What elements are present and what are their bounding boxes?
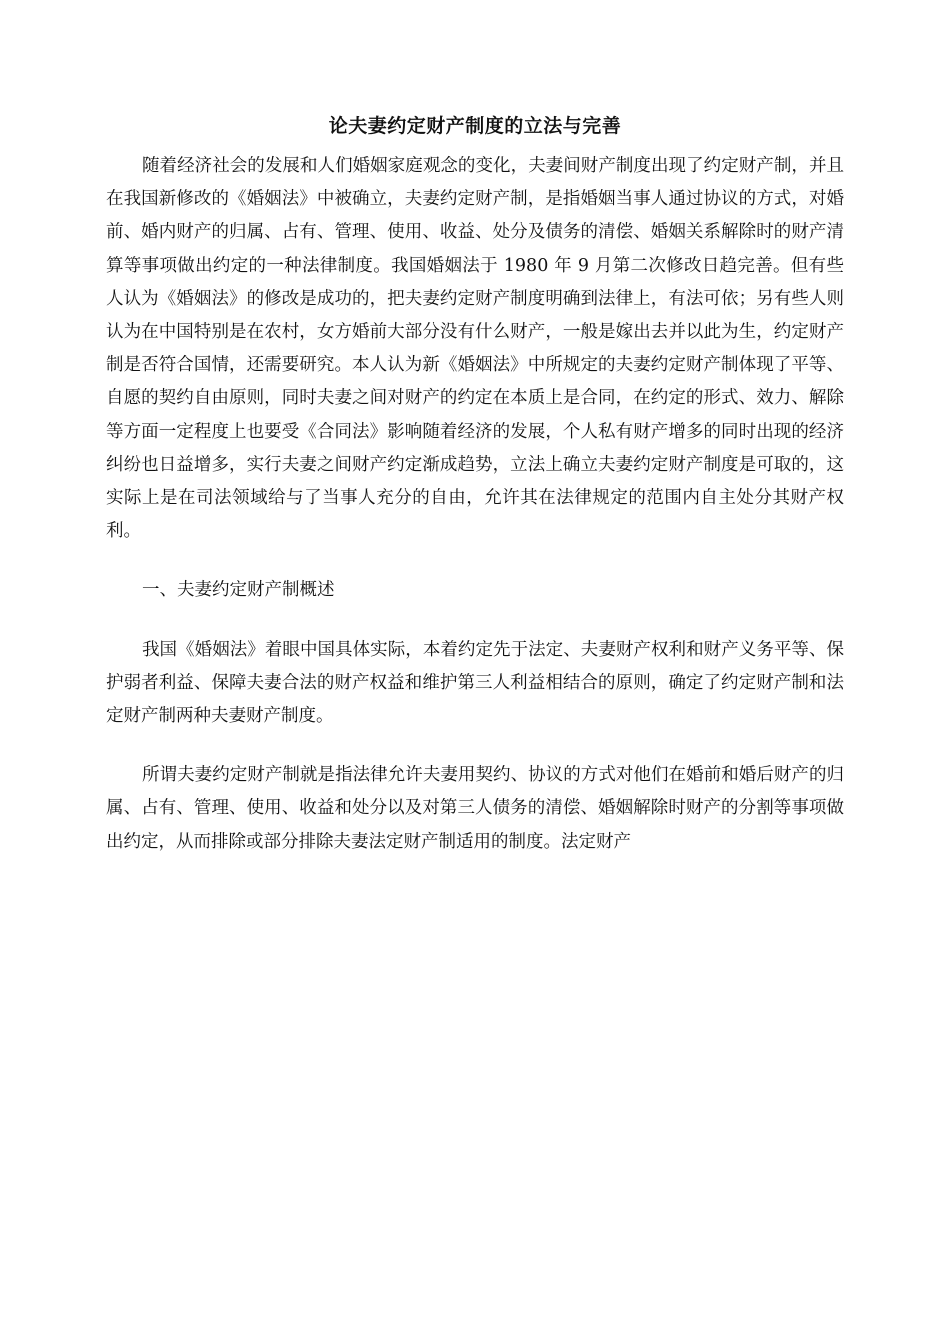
section-heading: 一、夫妻约定财产制概述 [142, 580, 335, 601]
document-title: 论夫妻约定财产制度的立法与完善 [328, 115, 622, 137]
paragraph-principles: 我国《婚姻法》着眼中国具体实际，本着约定先于法定、夫妻财产权利和财产义务平等、保护弱者利益、保障夫妻合法的财产权益和维护第三人利益相结合的原则，确定了约定财产制和法定财产制两种夫妻财产制度。 [106, 639, 844, 727]
paragraph-intro: 随着经济社会的发展和人们婚姻家庭观念的变化，夫妻间财产制度出现了约定财产制，并且在我国新修改的《婚姻法》中被确立，夫妻约定财产制，是指婚姻当事人通过协议的方式，对婚前、婚内财产的归属、占有、管理、使用、收益、处分及债务的清偿、婚姻关系解除时的财产清算等事项做出约定的一种法律制度。我国婚姻法于 1980 年 9 月第二次修改日趋完善。但有些人认为《婚姻法》的修改是成功的，把夫妻约定财产制度明确到法律上，有法可依；另有些人则认为在中国特别是在农村，女方婚前大部分没有什么财产，一般是嫁出去并以此为生，约定财产制是否符合国情，还需要研究。本人认为新《婚姻法》中所规定的夫妻约定财产制体现了平等、自愿的契约自由原则，同时夫妻之间对财产的约定在本质上是合同，在约定的形式、效力、解除等方面一定程度上也要受《合同法》影响随着经济的发展，个人私有财产增多的同时出现的经济纠纷也日益增多，实行夫妻之间财产约定渐成趋势，立法上确立夫妻约定财产制度是可取的，这实际上是在司法领域给与了当事人充分的自由，允许其在法律规定的范围内自主处分其财产权利。 [106, 156, 844, 542]
document-body [106, 150, 844, 859]
paragraph-definition: 所谓夫妻约定财产制就是指法律允许夫妻用契约、协议的方式对他们在婚前和婚后财产的归属、占有、管理、使用、收益和处分以及对第三人债务的清偿、婚姻解除时财产的分割等事项做出约定，从而排除或部分排除夫妻法定财产制适用的制度。法定财产 [106, 765, 844, 852]
